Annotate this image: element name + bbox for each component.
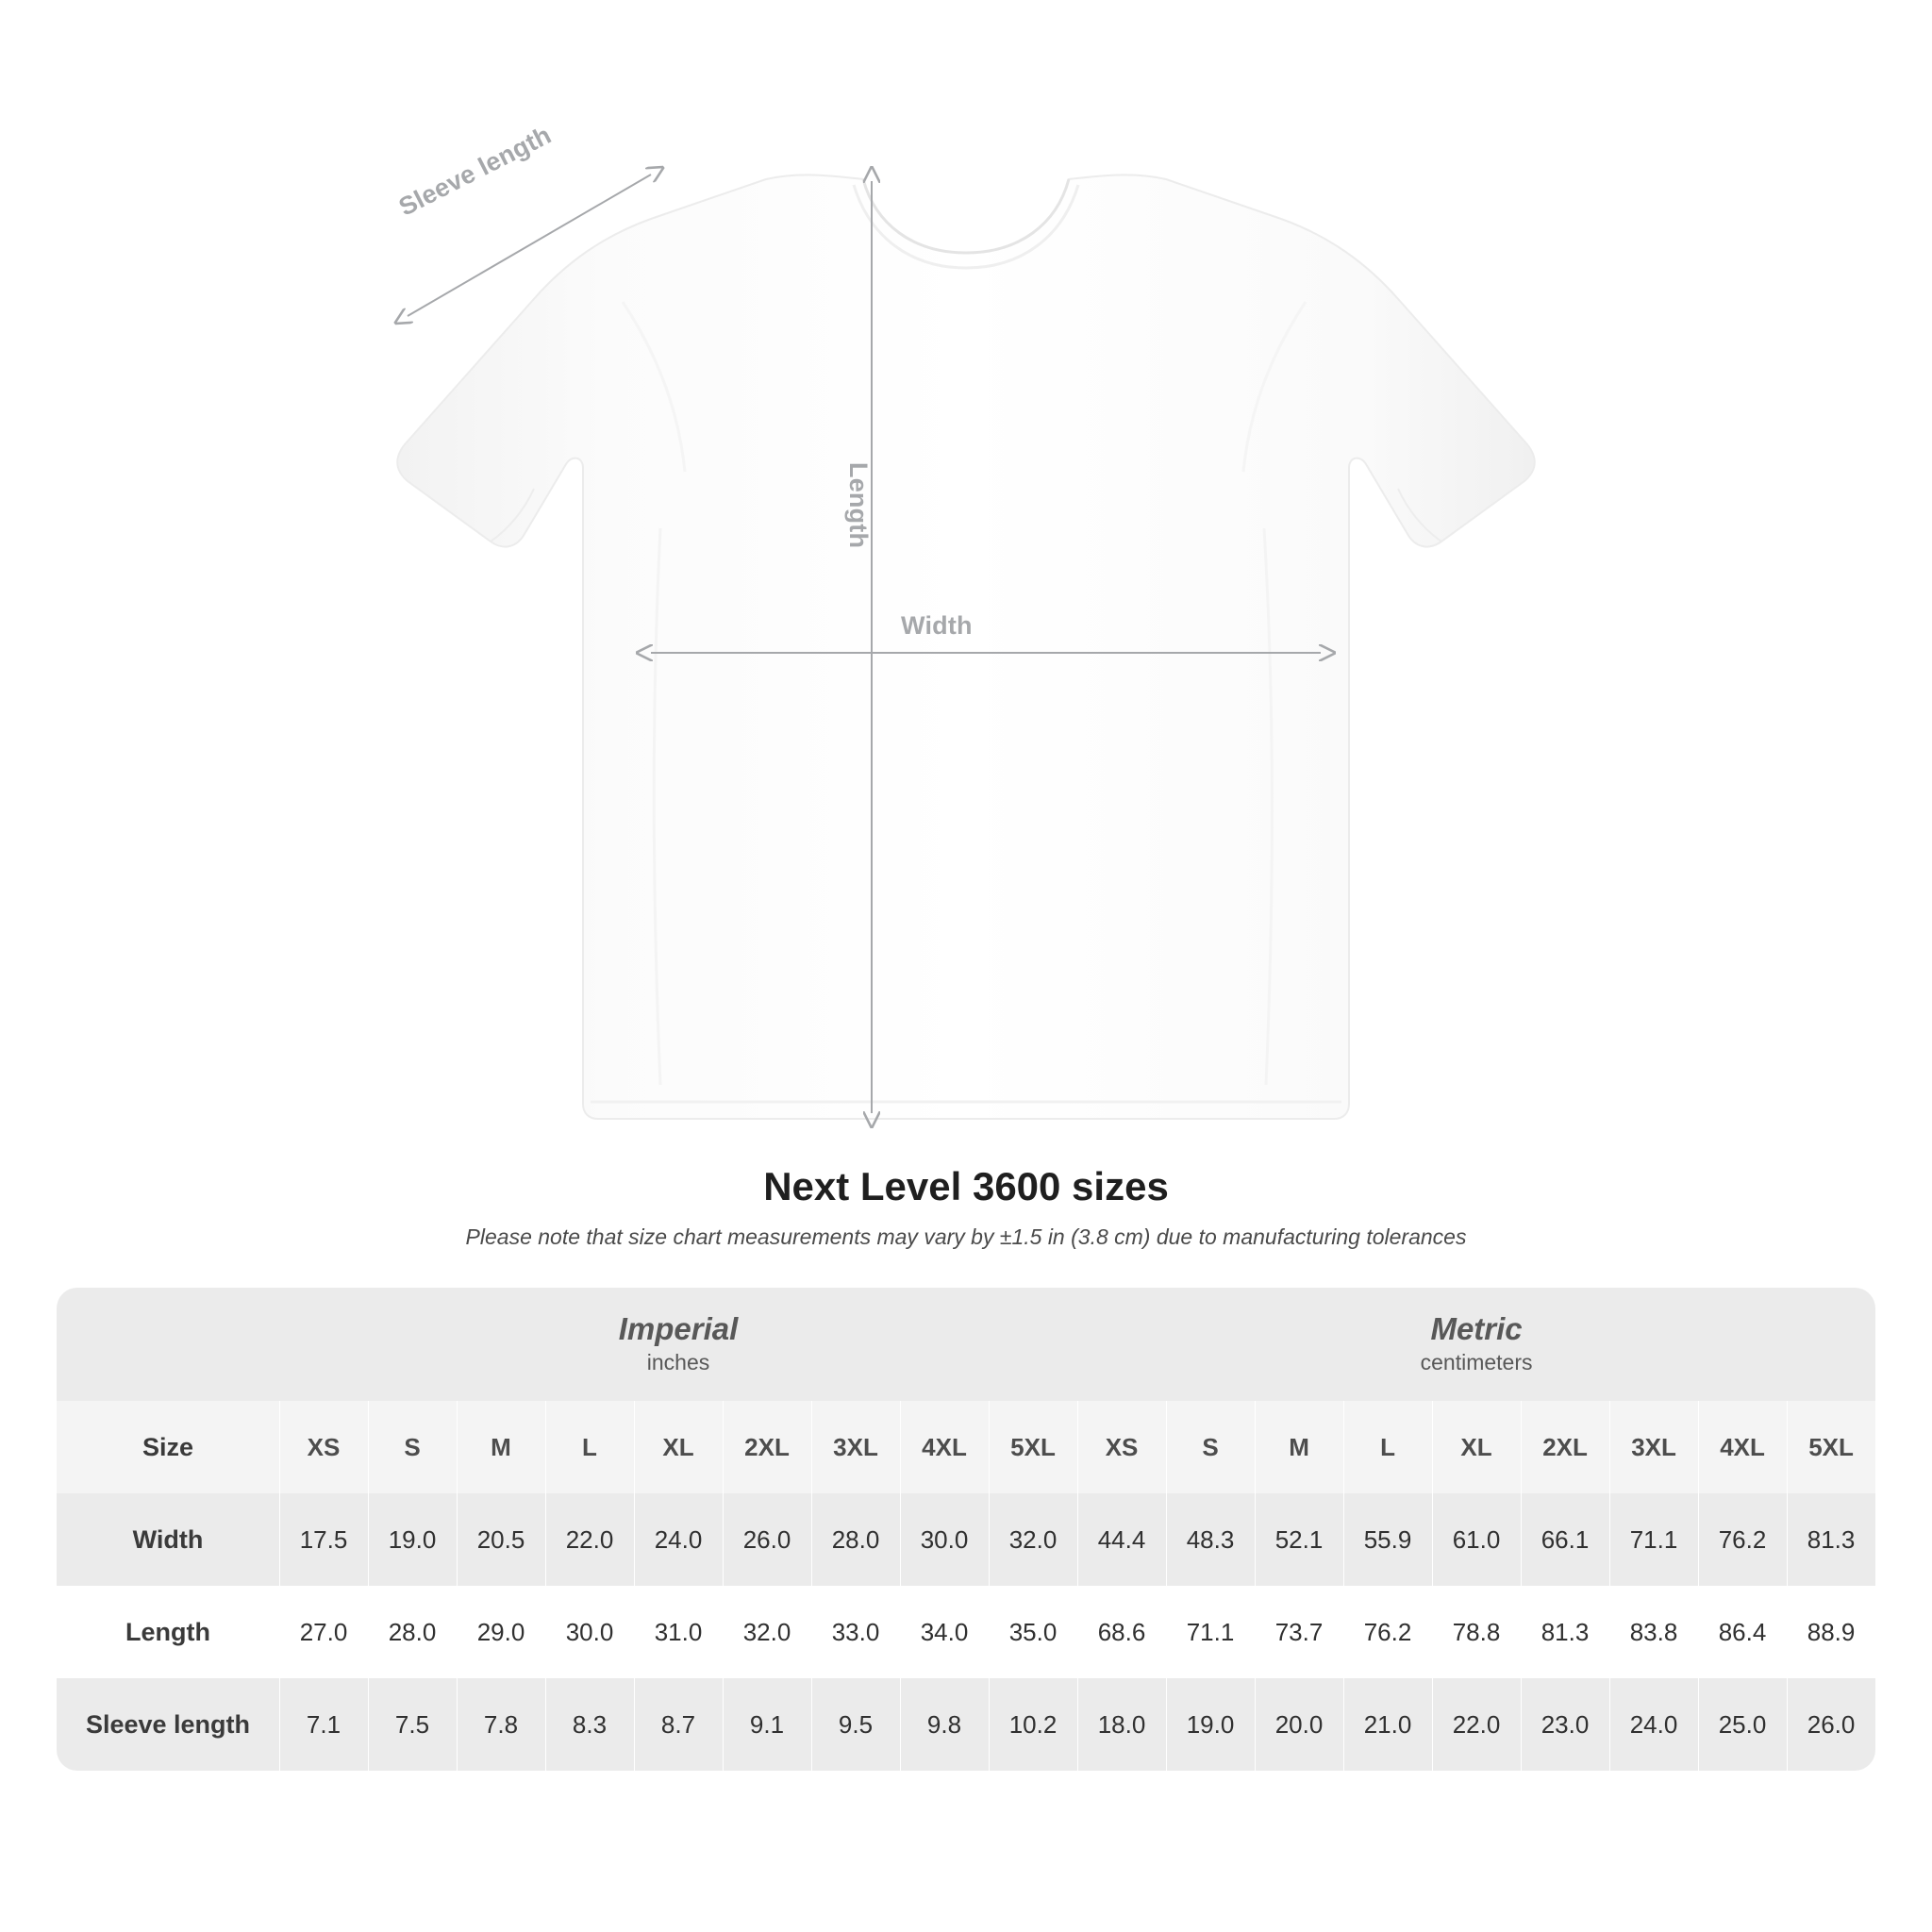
width-imperial-3xl: 28.0 bbox=[811, 1493, 900, 1586]
length-metric-xs: 68.6 bbox=[1077, 1586, 1166, 1678]
sleeve-metric-xs: 18.0 bbox=[1077, 1678, 1166, 1771]
sleeve-imperial-3xl: 9.5 bbox=[811, 1678, 900, 1771]
unit-group-metric-sub: centimeters bbox=[1420, 1349, 1533, 1374]
width-imperial-s: 19.0 bbox=[368, 1493, 457, 1586]
unit-group-metric bbox=[1077, 1288, 1875, 1401]
width-imperial-2xl: 26.0 bbox=[723, 1493, 811, 1586]
width-imperial-xs: 17.5 bbox=[279, 1493, 368, 1586]
length-metric-3xl: 83.8 bbox=[1609, 1586, 1698, 1678]
width-metric-4xl: 76.2 bbox=[1698, 1493, 1787, 1586]
size-header-imperial-xs: XS bbox=[279, 1401, 368, 1493]
sleeve-imperial-m: 7.8 bbox=[457, 1678, 545, 1771]
size-header-metric-4xl: 4XL bbox=[1698, 1401, 1787, 1493]
page-title: Next Level 3600 sizes bbox=[763, 1164, 1169, 1208]
size-header-metric-2xl: 2XL bbox=[1521, 1401, 1609, 1493]
row-label-length: Length bbox=[125, 1617, 210, 1646]
length-imperial-s: 28.0 bbox=[368, 1586, 457, 1678]
size-header-imperial-xl: XL bbox=[634, 1401, 723, 1493]
width-metric-m: 52.1 bbox=[1255, 1493, 1343, 1586]
sleeve-metric-2xl: 23.0 bbox=[1521, 1678, 1609, 1771]
length-metric-5xl: 88.9 bbox=[1787, 1586, 1875, 1678]
width-metric-s: 48.3 bbox=[1166, 1493, 1255, 1586]
unit-header-row bbox=[57, 1288, 1875, 1401]
length-imperial-4xl: 34.0 bbox=[900, 1586, 989, 1678]
size-header-metric-xs: XS bbox=[1077, 1401, 1166, 1493]
width-imperial-5xl: 32.0 bbox=[989, 1493, 1077, 1586]
row-label-width: Width bbox=[57, 1493, 279, 1586]
length-metric-xl: 78.8 bbox=[1432, 1586, 1521, 1678]
length-imperial-xs: 27.0 bbox=[279, 1586, 368, 1678]
size-header-metric-3xl: 3XL bbox=[1609, 1401, 1698, 1493]
size-header-metric-s: S bbox=[1166, 1401, 1255, 1493]
size-header-row bbox=[57, 1401, 1875, 1493]
length-imperial-3xl: 33.0 bbox=[811, 1586, 900, 1678]
width-metric-l: 55.9 bbox=[1343, 1493, 1432, 1586]
width-imperial-4xl: 30.0 bbox=[900, 1493, 989, 1586]
size-header-imperial-5xl: 5XL bbox=[989, 1401, 1077, 1493]
length-label: Length bbox=[844, 462, 873, 549]
length-metric-s: 71.1 bbox=[1166, 1586, 1255, 1678]
width-metric-2xl: 66.1 bbox=[1521, 1493, 1609, 1586]
sleeve-metric-l: 21.0 bbox=[1343, 1678, 1432, 1771]
sleeve-imperial-l: 8.3 bbox=[545, 1678, 634, 1771]
size-header-imperial-m: M bbox=[457, 1401, 545, 1493]
row-label-sleeve-length: Sleeve length bbox=[57, 1678, 279, 1771]
sleeve-metric-xl: 22.0 bbox=[1432, 1678, 1521, 1771]
width-imperial-m: 20.5 bbox=[457, 1493, 545, 1586]
size-header-metric-l: L bbox=[1343, 1401, 1432, 1493]
tolerance-note: Please note that size chart measurements may vary by ±1.5 in (3.8 cm) due to manufacturing tolerances bbox=[465, 1224, 1467, 1249]
sleeve-metric-3xl: 24.0 bbox=[1609, 1678, 1698, 1771]
unit-group-metric-name: Metric bbox=[1430, 1310, 1523, 1346]
title-block bbox=[0, 1164, 1932, 1250]
size-header-imperial-l: L bbox=[545, 1401, 634, 1493]
size-table bbox=[57, 1288, 1875, 1771]
length-metric-l: 76.2 bbox=[1343, 1586, 1432, 1678]
sleeve-imperial-xs: 7.1 bbox=[279, 1678, 368, 1771]
unit-group-imperial-sub: inches bbox=[646, 1349, 710, 1374]
sleeve-metric-5xl: 26.0 bbox=[1787, 1678, 1875, 1771]
width-metric-xs: 44.4 bbox=[1077, 1493, 1166, 1586]
width-metric-5xl: 81.3 bbox=[1787, 1493, 1875, 1586]
sleeve-length-label: Sleeve length bbox=[394, 120, 557, 222]
sleeve-metric-m: 20.0 bbox=[1255, 1678, 1343, 1771]
length-metric-m: 73.7 bbox=[1255, 1586, 1343, 1678]
width-metric-xl: 61.0 bbox=[1432, 1493, 1521, 1586]
size-header-imperial-4xl: 4XL bbox=[900, 1401, 989, 1493]
length-imperial-l: 30.0 bbox=[545, 1586, 634, 1678]
length-imperial-xl: 31.0 bbox=[634, 1586, 723, 1678]
width-metric-3xl: 71.1 bbox=[1609, 1493, 1698, 1586]
table-row-sleeve-length bbox=[57, 1678, 1875, 1771]
unit-group-imperial bbox=[279, 1288, 1077, 1401]
sleeve-metric-s: 19.0 bbox=[1166, 1678, 1255, 1771]
length-metric-2xl: 81.3 bbox=[1521, 1586, 1609, 1678]
table-row-width bbox=[57, 1493, 1875, 1586]
size-header-metric-5xl: 5XL bbox=[1787, 1401, 1875, 1493]
width-imperial-l: 22.0 bbox=[545, 1493, 634, 1586]
length-imperial-5xl: 35.0 bbox=[989, 1586, 1077, 1678]
size-row-label: Size bbox=[57, 1401, 279, 1493]
sleeve-imperial-5xl: 10.2 bbox=[989, 1678, 1077, 1771]
sleeve-metric-4xl: 25.0 bbox=[1698, 1678, 1787, 1771]
length-metric-4xl: 86.4 bbox=[1698, 1586, 1787, 1678]
width-label: Width bbox=[901, 611, 973, 640]
sleeve-imperial-4xl: 9.8 bbox=[900, 1678, 989, 1771]
size-header-metric-m: M bbox=[1255, 1401, 1343, 1493]
length-imperial-2xl: 32.0 bbox=[723, 1586, 811, 1678]
table-row-length bbox=[57, 1586, 1875, 1678]
tshirt-body bbox=[397, 175, 1535, 1119]
length-imperial-m: 29.0 bbox=[457, 1586, 545, 1678]
width-imperial-xl: 24.0 bbox=[634, 1493, 723, 1586]
unit-header-spacer bbox=[57, 1288, 279, 1401]
size-header-imperial-3xl: 3XL bbox=[811, 1401, 900, 1493]
unit-group-imperial-name: Imperial bbox=[618, 1310, 739, 1346]
size-header-metric-xl: XL bbox=[1432, 1401, 1521, 1493]
size-header-imperial-2xl: 2XL bbox=[723, 1401, 811, 1493]
sleeve-imperial-xl: 8.7 bbox=[634, 1678, 723, 1771]
size-header-imperial-s: S bbox=[368, 1401, 457, 1493]
size-table-wrapper bbox=[57, 1288, 1875, 1771]
sleeve-imperial-2xl: 9.1 bbox=[723, 1678, 811, 1771]
sleeve-imperial-s: 7.5 bbox=[368, 1678, 457, 1771]
